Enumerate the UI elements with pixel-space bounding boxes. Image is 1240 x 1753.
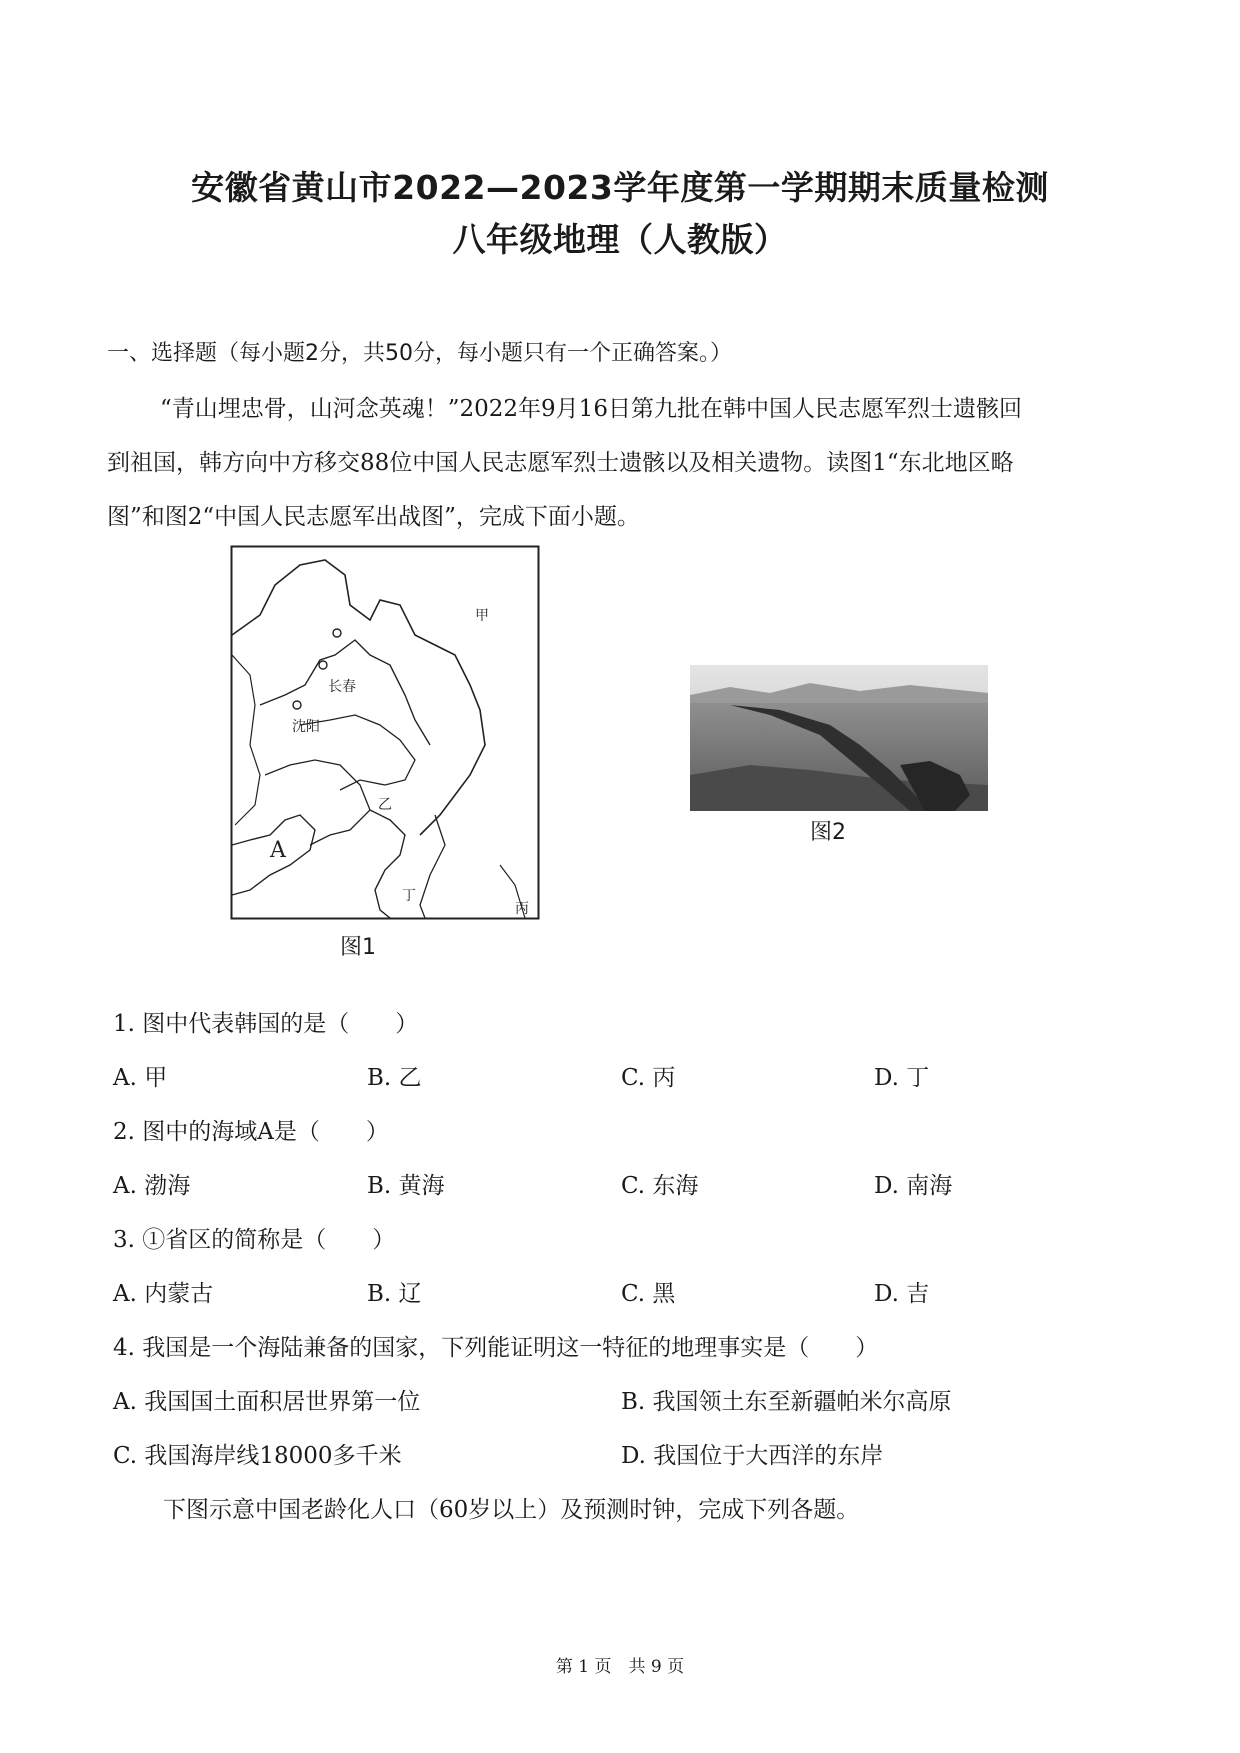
page-title: 安徽省黄山市2022—2023学年度第一学期期末质量检测 [191, 168, 1049, 207]
question-4-stem: 4. 我国是一个海陆兼备的国家，下列能证明这一特征的地理事实是（ ） [113, 1335, 879, 1361]
question-1-option-b: B. 乙 [367, 1065, 422, 1091]
map-label-yi: 乙 [378, 797, 392, 813]
figure1-caption: 图1 [340, 935, 376, 960]
figure2-caption: 图2 [810, 820, 846, 845]
intro-line-2: 到祖国，韩方向中方移交88位中国人民志愿军烈士遗骸以及相关遗物。读图1“东北地区略 [107, 450, 1014, 476]
question-1-option-d: D. 丁 [874, 1065, 930, 1091]
question-4-option-a: A. 我国国土面积居世界第一位 [113, 1389, 421, 1415]
map-label-ding: 丁 [402, 888, 416, 904]
question-2-option-a: A. 渤海 [113, 1173, 191, 1199]
question-2-stem: 2. 图中的海域A是（ ） [113, 1119, 389, 1145]
city-marker-changchun [319, 661, 327, 669]
city-marker-shenyang [293, 701, 301, 709]
next-intro: 下图示意中国老龄化人口（60岁以上）及预测时钟，完成下列各题。 [163, 1497, 860, 1523]
map-label-jia: 甲 [475, 608, 489, 624]
map-label-bing: 丙 [515, 901, 529, 917]
question-2-option-b: B. 黄海 [367, 1173, 445, 1199]
question-3-option-b: B. 辽 [367, 1281, 422, 1307]
figure2-photo [690, 665, 988, 811]
question-3-option-c: C. 黑 [621, 1281, 676, 1307]
question-4-option-d: D. 我国位于大西洋的东岸 [621, 1443, 884, 1469]
map-label-a: A [270, 838, 286, 863]
page-footer: 第 1 页 共 9 页 [555, 1657, 685, 1677]
page-subtitle: 八年级地理（人教版） [452, 220, 788, 259]
intro-line-3: 图”和图2“中国人民志愿军出战图”，完成下面小题。 [107, 504, 640, 530]
figure1-northeast-map [230, 545, 540, 920]
question-1-stem: 1. 图中代表韩国的是（ ） [113, 1011, 419, 1037]
intro-line-1: “青山埋忠骨，山河念英魂！”2022年9月16日第九批在韩中国人民志愿军烈士遗骸回 [160, 396, 1022, 422]
question-2-option-d: D. 南海 [874, 1173, 953, 1199]
map-label-changchun: 长春 [328, 679, 356, 695]
question-1-option-a: A. 甲 [113, 1065, 168, 1091]
question-3-option-d: D. 吉 [874, 1281, 930, 1307]
question-2-option-c: C. 东海 [621, 1173, 699, 1199]
question-4-option-b: B. 我国领土东至新疆帕米尔高原 [621, 1389, 952, 1415]
question-4-option-c: C. 我国海岸线18000多千米 [113, 1443, 402, 1469]
city-marker-1 [333, 629, 341, 637]
question-3-stem: 3. ①省区的简称是（ ） [113, 1227, 396, 1253]
map-label-shenyang: 沈阳 [292, 719, 320, 735]
section-heading: 一、选择题（每小题2分，共50分，每小题只有一个正确答案。） [107, 341, 732, 366]
question-1-option-c: C. 丙 [621, 1065, 676, 1091]
question-3-option-a: A. 内蒙古 [113, 1281, 214, 1307]
